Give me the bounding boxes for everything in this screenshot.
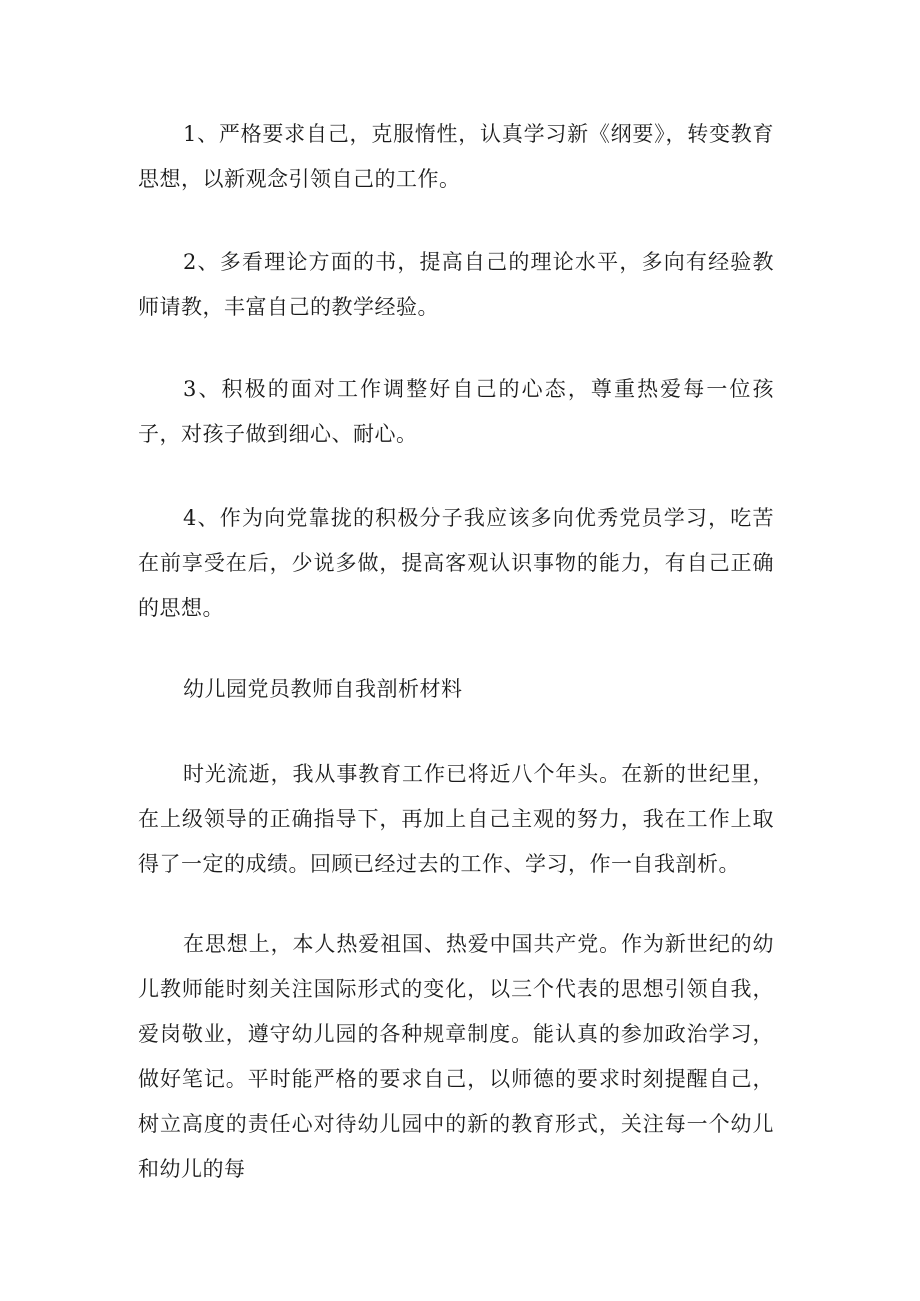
section-heading: 幼儿园党员教师自我剖析材料 [183, 677, 463, 701]
paragraph-ideology: 在思想上，本人热爱祖国、热爱中国共产党。作为新世纪的幼儿教师能时刻关注国际形式的变化，以三个代表的思想引领自我，爱岗敬业，遵守幼儿园的各种规章制度。能认真的参加政治学习，做好笔记。平时能严格的要求自己，以师德的要求时刻提醒自己，树立高度的责任心对待幼儿园中的新的教育形式，关注每一个幼儿和幼儿的每 [138, 932, 774, 1181]
paragraph-item-1: 1、严格要求自己，克服惰性，认真学习新《纲要》，转变教育思想，以新观念引领自己的工作。 [138, 122, 774, 191]
paragraph-item-4: 4、作为向党靠拢的积极分子我应该多向优秀党员学习，吃苦在前享受在后，少说多做，提高客观认识事物的能力，有自己正确的思想。 [138, 506, 774, 620]
paragraph-item-2: 2、多看理论方面的书，提高自己的理论水平，多向有经验教师请教，丰富自己的教学经验。 [138, 250, 774, 319]
paragraph-item-3: 3、积极的面对工作调整好自己的心态，尊重热爱每一位孩子，对孩子做到细心、耐心。 [138, 377, 774, 446]
paragraph-intro: 时光流逝，我从事教育工作已将近八个年头。在新的世纪里，在上级领导的正确指导下，再加上自己主观的努力，我在工作上取得了一定的成绩。回顾已经过去的工作、学习，作一自我剖析。 [138, 762, 774, 876]
